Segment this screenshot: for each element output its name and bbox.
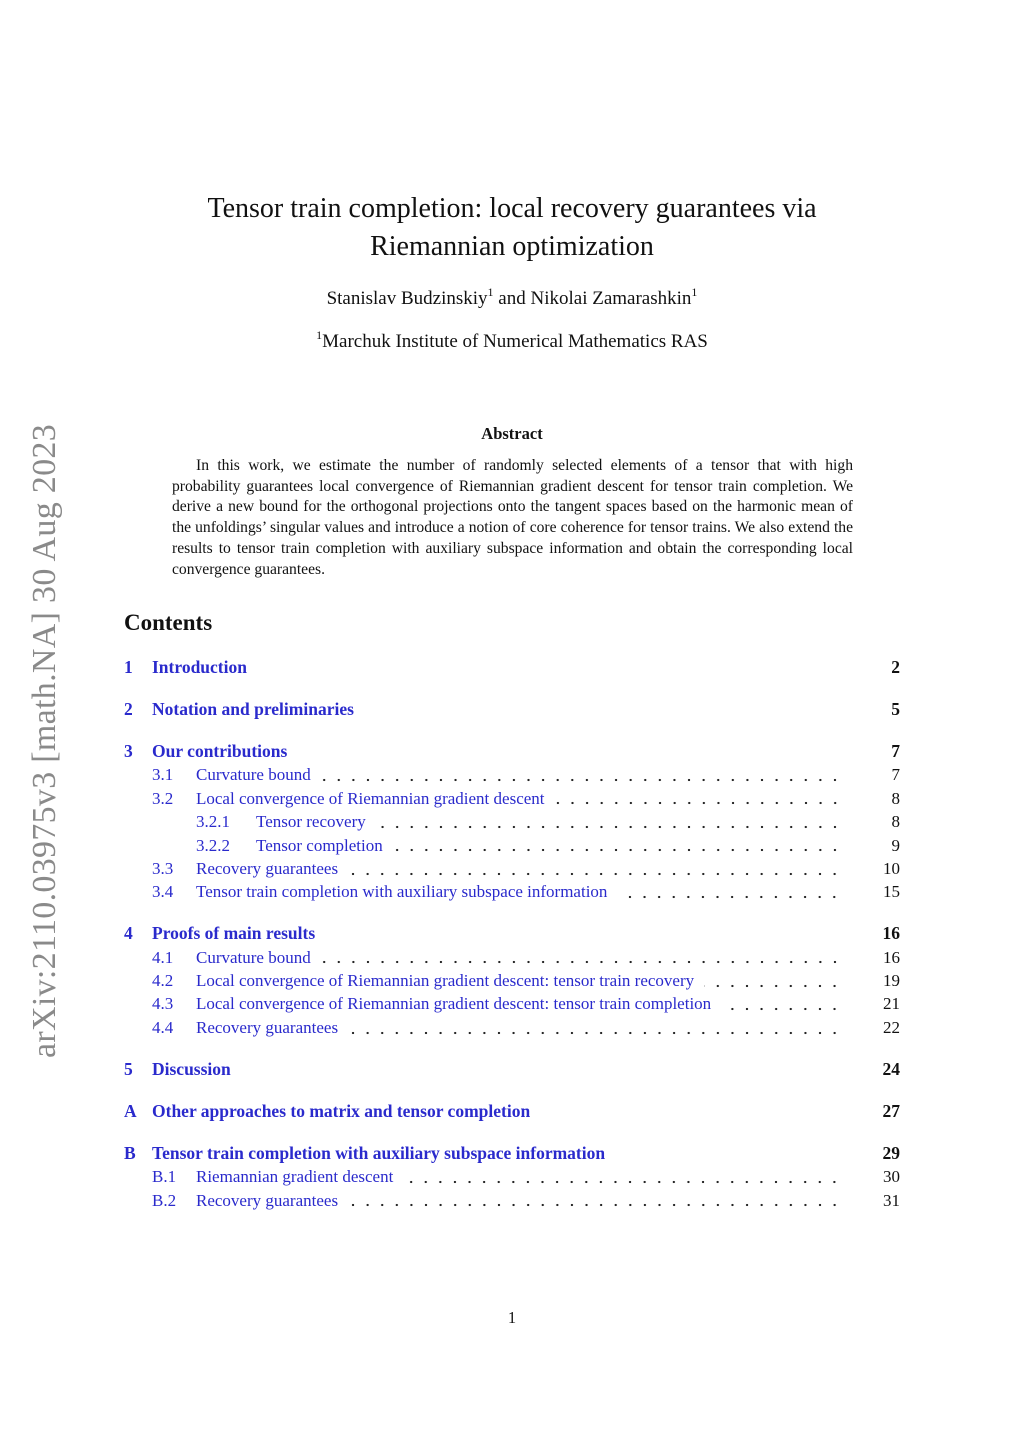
affiliation-marker: 1 (316, 328, 323, 342)
toc-entry-page: 7 (891, 740, 900, 761)
abstract-text: In this work, we estimate the number of randomly selected elements of a tensor that with high probability guarantees local convergence of Riemannian gradient descent for tensor train completion. We derive a new bound for the orthogonal projections onto the tangent spaces based on the harmonic mean of the unfoldings’ singular values and introduce a notion of core coherence for tensor trains. We also extend the results to tensor train completion with auxiliary subspace information and obtain the corresponding local convergence guarantees. (172, 457, 853, 578)
toc-entry[interactable] (124, 1142, 900, 1165)
table-of-contents (124, 656, 900, 1212)
abstract-heading: Abstract (481, 424, 543, 443)
toc-entry[interactable] (124, 992, 900, 1015)
toc-entry[interactable] (124, 857, 900, 880)
toc-dot-leader (321, 778, 842, 782)
toc-entry[interactable] (124, 1058, 900, 1081)
toc-entry-title: Recovery guarantees (196, 1017, 339, 1037)
toc-entry-page: 9 (891, 835, 900, 855)
affiliation-marker: 1 (487, 285, 494, 299)
toc-dot-leader (540, 1115, 842, 1119)
toc-entry-title: Local convergence of Riemannian gradient descent: tensor train completion (196, 994, 712, 1014)
toc-entry-number: 2 (124, 698, 133, 719)
toc-entry-page: 2 (891, 657, 900, 677)
toc-entry[interactable] (124, 698, 900, 721)
toc-entry-page: 16 (883, 947, 900, 967)
toc-dot-leader (348, 1031, 842, 1035)
toc-entry-page: 10 (883, 858, 900, 878)
toc-dot-leader (403, 1180, 842, 1184)
toc-dot-leader (393, 848, 842, 852)
toc-dot-leader (297, 755, 842, 759)
toc-entry-page: 27 (882, 1100, 900, 1121)
toc-entry-number: 3.2 (152, 788, 174, 808)
toc-entry-page: 30 (883, 1167, 900, 1187)
toc-entry-number: B.2 (152, 1190, 177, 1210)
toc-entry-number: 3.2.1 (196, 812, 230, 832)
toc-entry[interactable] (124, 1016, 900, 1039)
toc-entry-title: Curvature bound (196, 947, 311, 967)
toc-entry-title: Our contributions (152, 740, 288, 761)
toc-entry-page: 8 (891, 812, 900, 832)
toc-entry-number: 4.4 (152, 1017, 174, 1037)
toc-entry-number: 3.3 (152, 858, 174, 878)
toc-entry-page: 5 (891, 698, 900, 719)
toc-entry-title: Local convergence of Riemannian gradient descent: tensor train recovery (196, 971, 695, 991)
authors (0, 285, 1024, 310)
toc-dot-leader (617, 895, 842, 899)
toc-entry[interactable] (124, 1165, 900, 1188)
toc-entry-number: 5 (124, 1058, 133, 1079)
toc-entry[interactable] (124, 763, 900, 786)
toc-entry-page: 24 (882, 1058, 900, 1079)
toc-entry-number: 3.4 (152, 882, 174, 902)
toc-entry-title: Tensor completion (256, 835, 383, 855)
toc-dot-leader (321, 960, 842, 964)
toc-entry-title: Discussion (152, 1058, 231, 1079)
author-1: Stanislav Budzinskiy (326, 288, 488, 309)
affiliation-name: Marchuk Institute of Numerical Mathematics RAS (322, 331, 708, 352)
toc-entry-number: A (124, 1100, 137, 1121)
toc-entry-title: Curvature bound (196, 765, 311, 785)
toc-entry-number: 4 (124, 923, 133, 944)
toc-entry-number: B (124, 1142, 136, 1163)
toc-entry-title: Riemannian gradient descent (196, 1167, 394, 1187)
arxiv-identifier-stamp: arXiv:2110.03975v3 [math.NA] 30 Aug 2023 (26, 423, 63, 1059)
page-number: 1 (507, 1308, 517, 1327)
toc-entry[interactable] (124, 787, 900, 810)
toc-entry-page: 21 (883, 994, 900, 1014)
title-line-2: Riemannian optimization (370, 231, 654, 262)
toc-entry[interactable] (124, 922, 900, 945)
toc-dot-leader (325, 937, 842, 941)
toc-entry[interactable] (124, 969, 900, 992)
toc-dot-leader (364, 713, 842, 717)
title-line-1: Tensor train completion: local recovery guarantees via (207, 193, 817, 224)
toc-entry[interactable] (124, 810, 900, 833)
toc-entry-title: Recovery guarantees (196, 1190, 339, 1210)
toc-entry-number: B.1 (152, 1167, 177, 1187)
toc-dot-leader (721, 1007, 842, 1011)
toc-entry-title: Local convergence of Riemannian gradient descent (196, 788, 545, 808)
toc-entry-page: 8 (891, 788, 900, 808)
contents-heading: Contents (124, 610, 213, 635)
affiliation-marker: 1 (691, 285, 698, 299)
toc-entry-title: Proofs of main results (152, 923, 316, 944)
toc-dot-leader (555, 801, 842, 805)
toc-entry[interactable] (124, 740, 900, 763)
toc-entry-page: 22 (883, 1017, 900, 1037)
toc-entry-number: 4.1 (152, 947, 174, 967)
author-conjunction: and (493, 288, 531, 309)
toc-entry-page: 19 (883, 971, 900, 991)
toc-entry-title: Tensor train completion with auxiliary subspace information (196, 882, 608, 902)
toc-dot-leader (376, 825, 842, 829)
toc-dot-leader (348, 1203, 842, 1207)
toc-entry[interactable] (124, 1100, 900, 1123)
toc-entry-number: 1 (124, 657, 133, 677)
toc-entry-title: Other approaches to matrix and tensor completion (152, 1100, 531, 1121)
affiliation (0, 328, 1024, 353)
toc-entry-number: 3.1 (152, 765, 174, 785)
toc-dot-leader (615, 1157, 842, 1161)
toc-entry[interactable] (124, 656, 900, 679)
paper-title (0, 190, 1024, 266)
toc-entry[interactable] (124, 1189, 900, 1212)
toc-entry-number: 4.3 (152, 994, 174, 1014)
toc-entry-page: 16 (882, 923, 900, 944)
author-2: Nikolai Zamarashkin (530, 288, 692, 309)
toc-entry-title: Introduction (152, 657, 247, 677)
toc-dot-leader (241, 1073, 842, 1077)
toc-entry-number: 3 (124, 740, 133, 761)
toc-entry[interactable] (124, 834, 900, 857)
toc-entry[interactable] (124, 946, 900, 969)
toc-entry-title: Notation and preliminaries (152, 698, 354, 719)
toc-entry-title: Tensor recovery (256, 812, 366, 832)
toc-dot-leader (704, 984, 842, 988)
toc-entry-page: 7 (891, 765, 900, 785)
toc-dot-leader (257, 671, 842, 675)
toc-entry-page: 29 (882, 1142, 900, 1163)
toc-entry-title: Tensor train completion with auxiliary subspace information (152, 1142, 606, 1163)
toc-entry-number: 4.2 (152, 971, 174, 991)
toc-entry-number: 3.2.2 (196, 835, 230, 855)
toc-entry-page: 15 (883, 882, 900, 902)
toc-entry-title: Recovery guarantees (196, 858, 339, 878)
toc-dot-leader (348, 872, 842, 876)
toc-entry[interactable] (124, 880, 900, 903)
toc-entry-page: 31 (883, 1190, 900, 1210)
